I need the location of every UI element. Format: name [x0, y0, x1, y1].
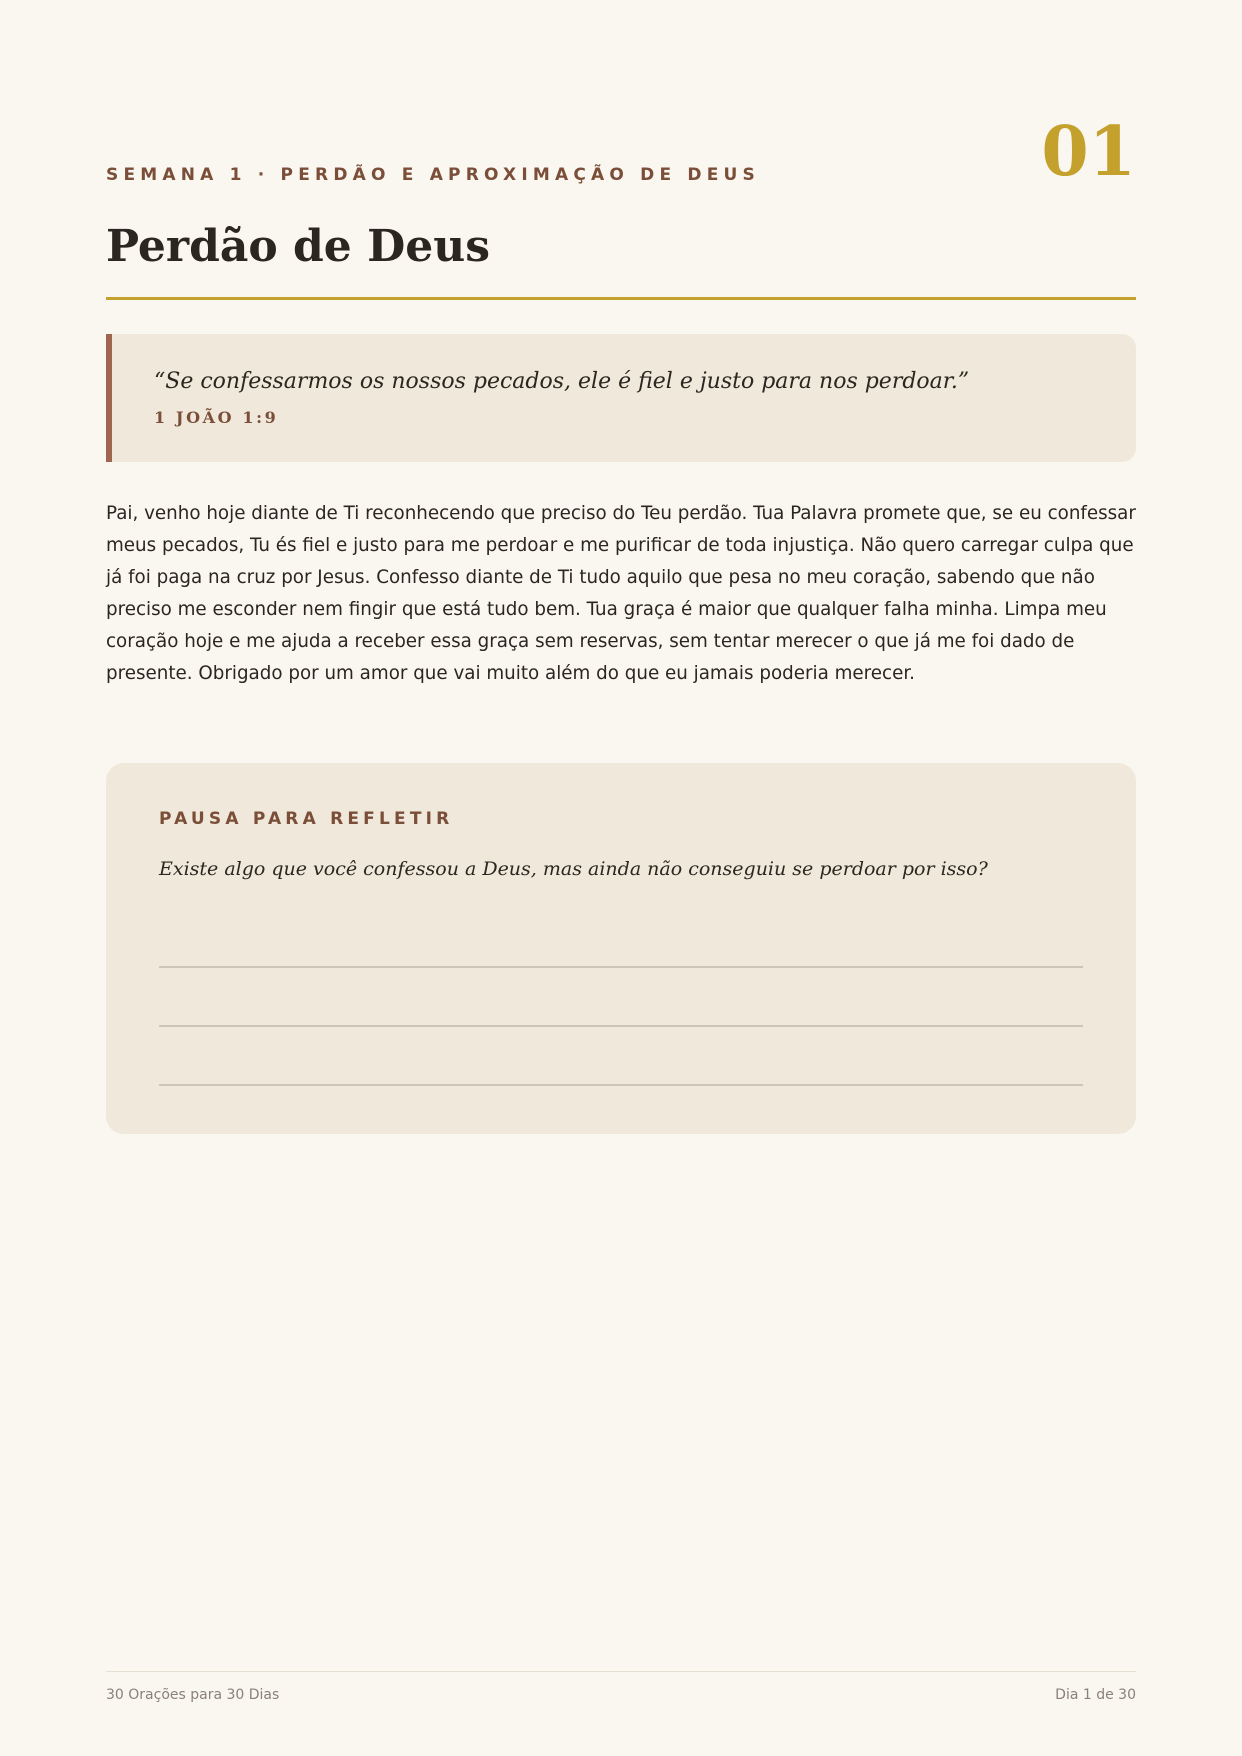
writing-line [159, 1084, 1083, 1086]
devotional-page [106, 0, 1136, 1756]
verse-text: “Se confessarmos os nossos pecados, ele é fiel e justo para nos perdoar.” [154, 369, 970, 394]
verse-box [106, 334, 1136, 462]
reflection-label: PAUSA PARA REFLETIR [159, 809, 454, 829]
verse-reference: 1 JOÃO 1:9 [154, 408, 279, 427]
day-number: 01 [1041, 112, 1136, 192]
footer-page-indicator: Dia 1 de 30 [1055, 1687, 1136, 1703]
week-label: SEMANA 1 · PERDÃO E APROXIMAÇÃO DE DEUS [106, 165, 760, 185]
footer-divider [106, 1671, 1136, 1672]
writing-line [159, 1025, 1083, 1027]
title-divider [106, 297, 1136, 300]
page-title: Perdão de Deus [106, 221, 491, 272]
reflection-box [106, 763, 1136, 1134]
prayer-text: Pai, venho hoje diante de Ti reconhecendo que preciso do Teu perdão. Tua Palavra promete que, se eu confessar meus pecados, Tu és fiel e justo para me perdoar e me purificar de toda injustiça. Não quero carregar culpa que já foi paga na cruz por Jesus. Confesso diante de Ti tudo aquilo que pesa no meu coração, sabendo que não preciso me esconder nem fingir que está tudo bem. Tua graça é maior que qualquer falha minha. Limpa meu coração hoje e me ajuda a receber essa graça sem reservas, sem tentar merecer o que já me foi dado de presente. Obrigado por um amor que vai muito além do que eu jamais poderia merecer. [106, 503, 1136, 684]
footer-book-title: 30 Orações para 30 Dias [106, 1687, 280, 1703]
writing-line [159, 966, 1083, 968]
reflection-question: Existe algo que você confessou a Deus, mas ainda não conseguiu se perdoar por isso? [159, 858, 988, 880]
